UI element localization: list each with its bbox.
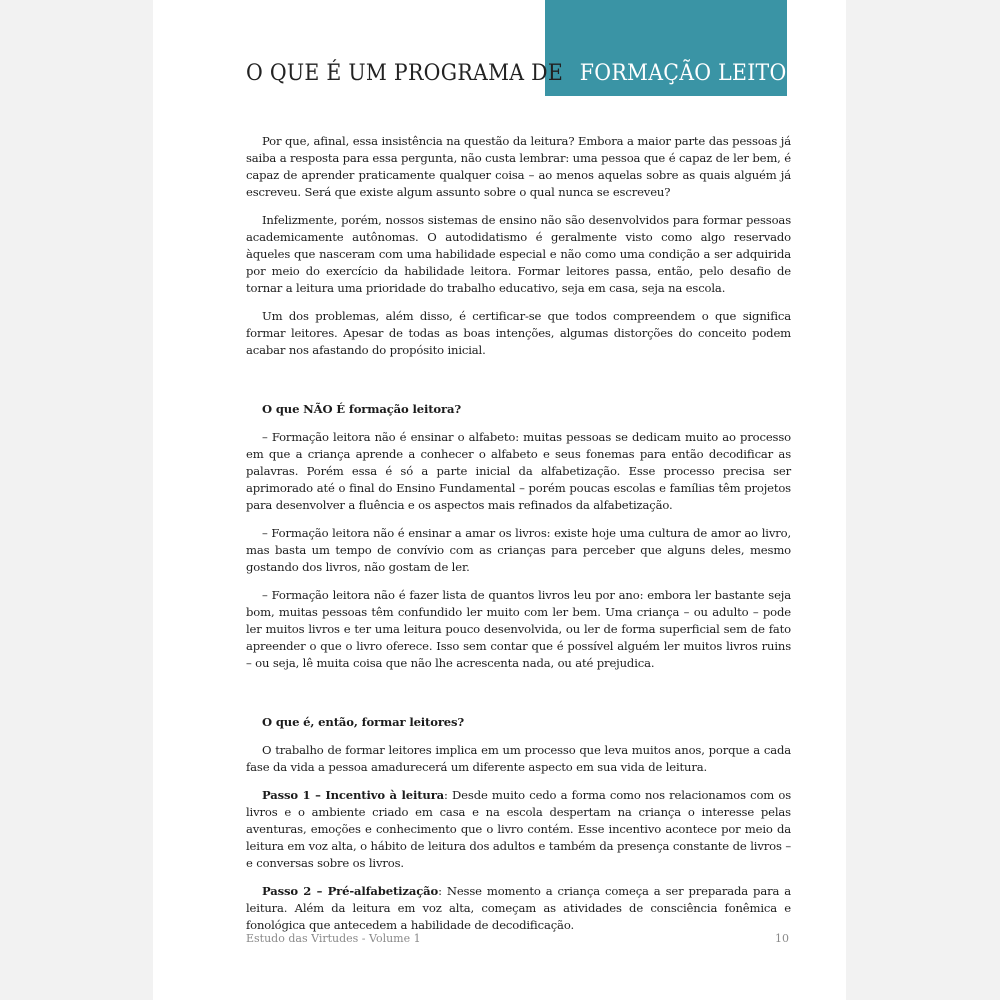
- title-part-2-highlighted: FORMAÇÃO LEITORA?: [579, 61, 829, 86]
- section2-intro: O trabalho de formar leitores implica em um processo que leva muitos anos, porque a cada fase da vida a pessoa amadurecerá um diferente aspecto em sua vida de leitura.: [246, 743, 791, 774]
- step-1: [246, 787, 791, 872]
- step-1-label: Passo 1 – Incentivo à leitura: [262, 788, 445, 802]
- title-part-1: O QUE É UM PROGRAMA DE: [246, 61, 564, 86]
- document-page: [153, 0, 846, 1000]
- intro-paragraph-2: Infelizmente, porém, nossos sistemas de ensino não são desenvolvidos para formar pessoas academicamente autônomas. O autodidatismo é geralmente visto como algo reservado àqueles que nasceram com uma habilidade especial e não como uma condição a ser adquirida por meio do exercício da habilidade leitora. Formar leitores passa, então, pelo desafio de tornar a leitura uma prioridade do trabalho educativo, seja em casa, seja na escola.: [246, 213, 791, 295]
- section-heading-what-is-not: O que NÃO É formação leitora?: [262, 402, 461, 416]
- page-title: [246, 60, 829, 88]
- not-item-3: – Formação leitora não é fazer lista de quantos livros leu por ano: embora ler bastante seja bom, muitas pessoas têm confundido ler muito com ler bem. Uma criança – ou adulto – pode ler muitos livros e ter uma leitura pouco desenvolvida, ou ler de forma superficial sem de fato apreender o que o livro oferece. Isso sem contar que é possível alguém ler muitos livros ruins – ou seja, lê muita coisa que não lhe acrescenta nada, ou até prejudica.: [246, 588, 791, 670]
- not-item-2: – Formação leitora não é ensinar a amar os livros: existe hoje uma cultura de amor ao livro, mas basta um tempo de convívio com as crianças para perceber que alguns deles, mesmo gostando dos livros, não gostam de ler.: [246, 526, 791, 574]
- not-item-1: – Formação leitora não é ensinar o alfabeto: muitas pessoas se dedicam muito ao processo em que a criança aprende a conhecer o alfabeto e seus fonemas para então decodificar as palavras. Porém essa é só a parte inicial da alfabetização. Esse processo precisa ser aprimorado até o final do Ensino Fundamental – porém poucas escolas e famílias têm projetos para desenvolver a fluência e os aspectos mais refinados da alfabetização.: [246, 430, 791, 512]
- step-2: [246, 883, 791, 934]
- body-text: [246, 133, 791, 945]
- intro-paragraph-1: Por que, afinal, essa insistência na questão da leitura? Embora a maior parte das pessoas já saiba a resposta para essa pergunta, não custa lembrar: uma pessoa que é capaz de ler bem, é capaz de aprender praticamente qualquer coisa – ao menos aquelas sobre as quais alguém já escreveu. Será que existe algum assunto sobre o qual nunca se escreveu?: [246, 134, 791, 199]
- section-spacer: [246, 370, 791, 401]
- footer-book-title: Estudo das Virtudes - Volume 1: [246, 932, 421, 945]
- step-1-text: : Desde muito cedo a forma como nos relacionamos com os livros e o ambiente criado em casa e na escola despertam na criança o interesse pelas aventuras, emoções e conhecimento que o livro contém. Esse incentivo acontece por meio da leitura em voz alta, o hábito de leitura dos adultos e também da presença constante de livros – e conversas sobre os livros.: [246, 788, 792, 870]
- step-2-label: Passo 2 – Pré-alfabetização: [262, 884, 439, 898]
- intro-paragraph-3: Um dos problemas, além disso, é certificar-se que todos compreendem o que significa formar leitores. Apesar de todas as boas intenções, algumas distorções do conceito podem acabar nos afastando do propósito inicial.: [246, 309, 791, 357]
- footer-page-number: 10: [775, 932, 789, 945]
- section-spacer: [246, 683, 791, 714]
- step-2-text: : Nesse momento a criança começa a ser preparada para a leitura. Além da leitura em voz alta, começam as atividades de consciência fonêmica e fonológica que antecedem a habilidade de decodificação.: [246, 884, 792, 932]
- section-heading-what-is: O que é, então, formar leitores?: [262, 715, 465, 729]
